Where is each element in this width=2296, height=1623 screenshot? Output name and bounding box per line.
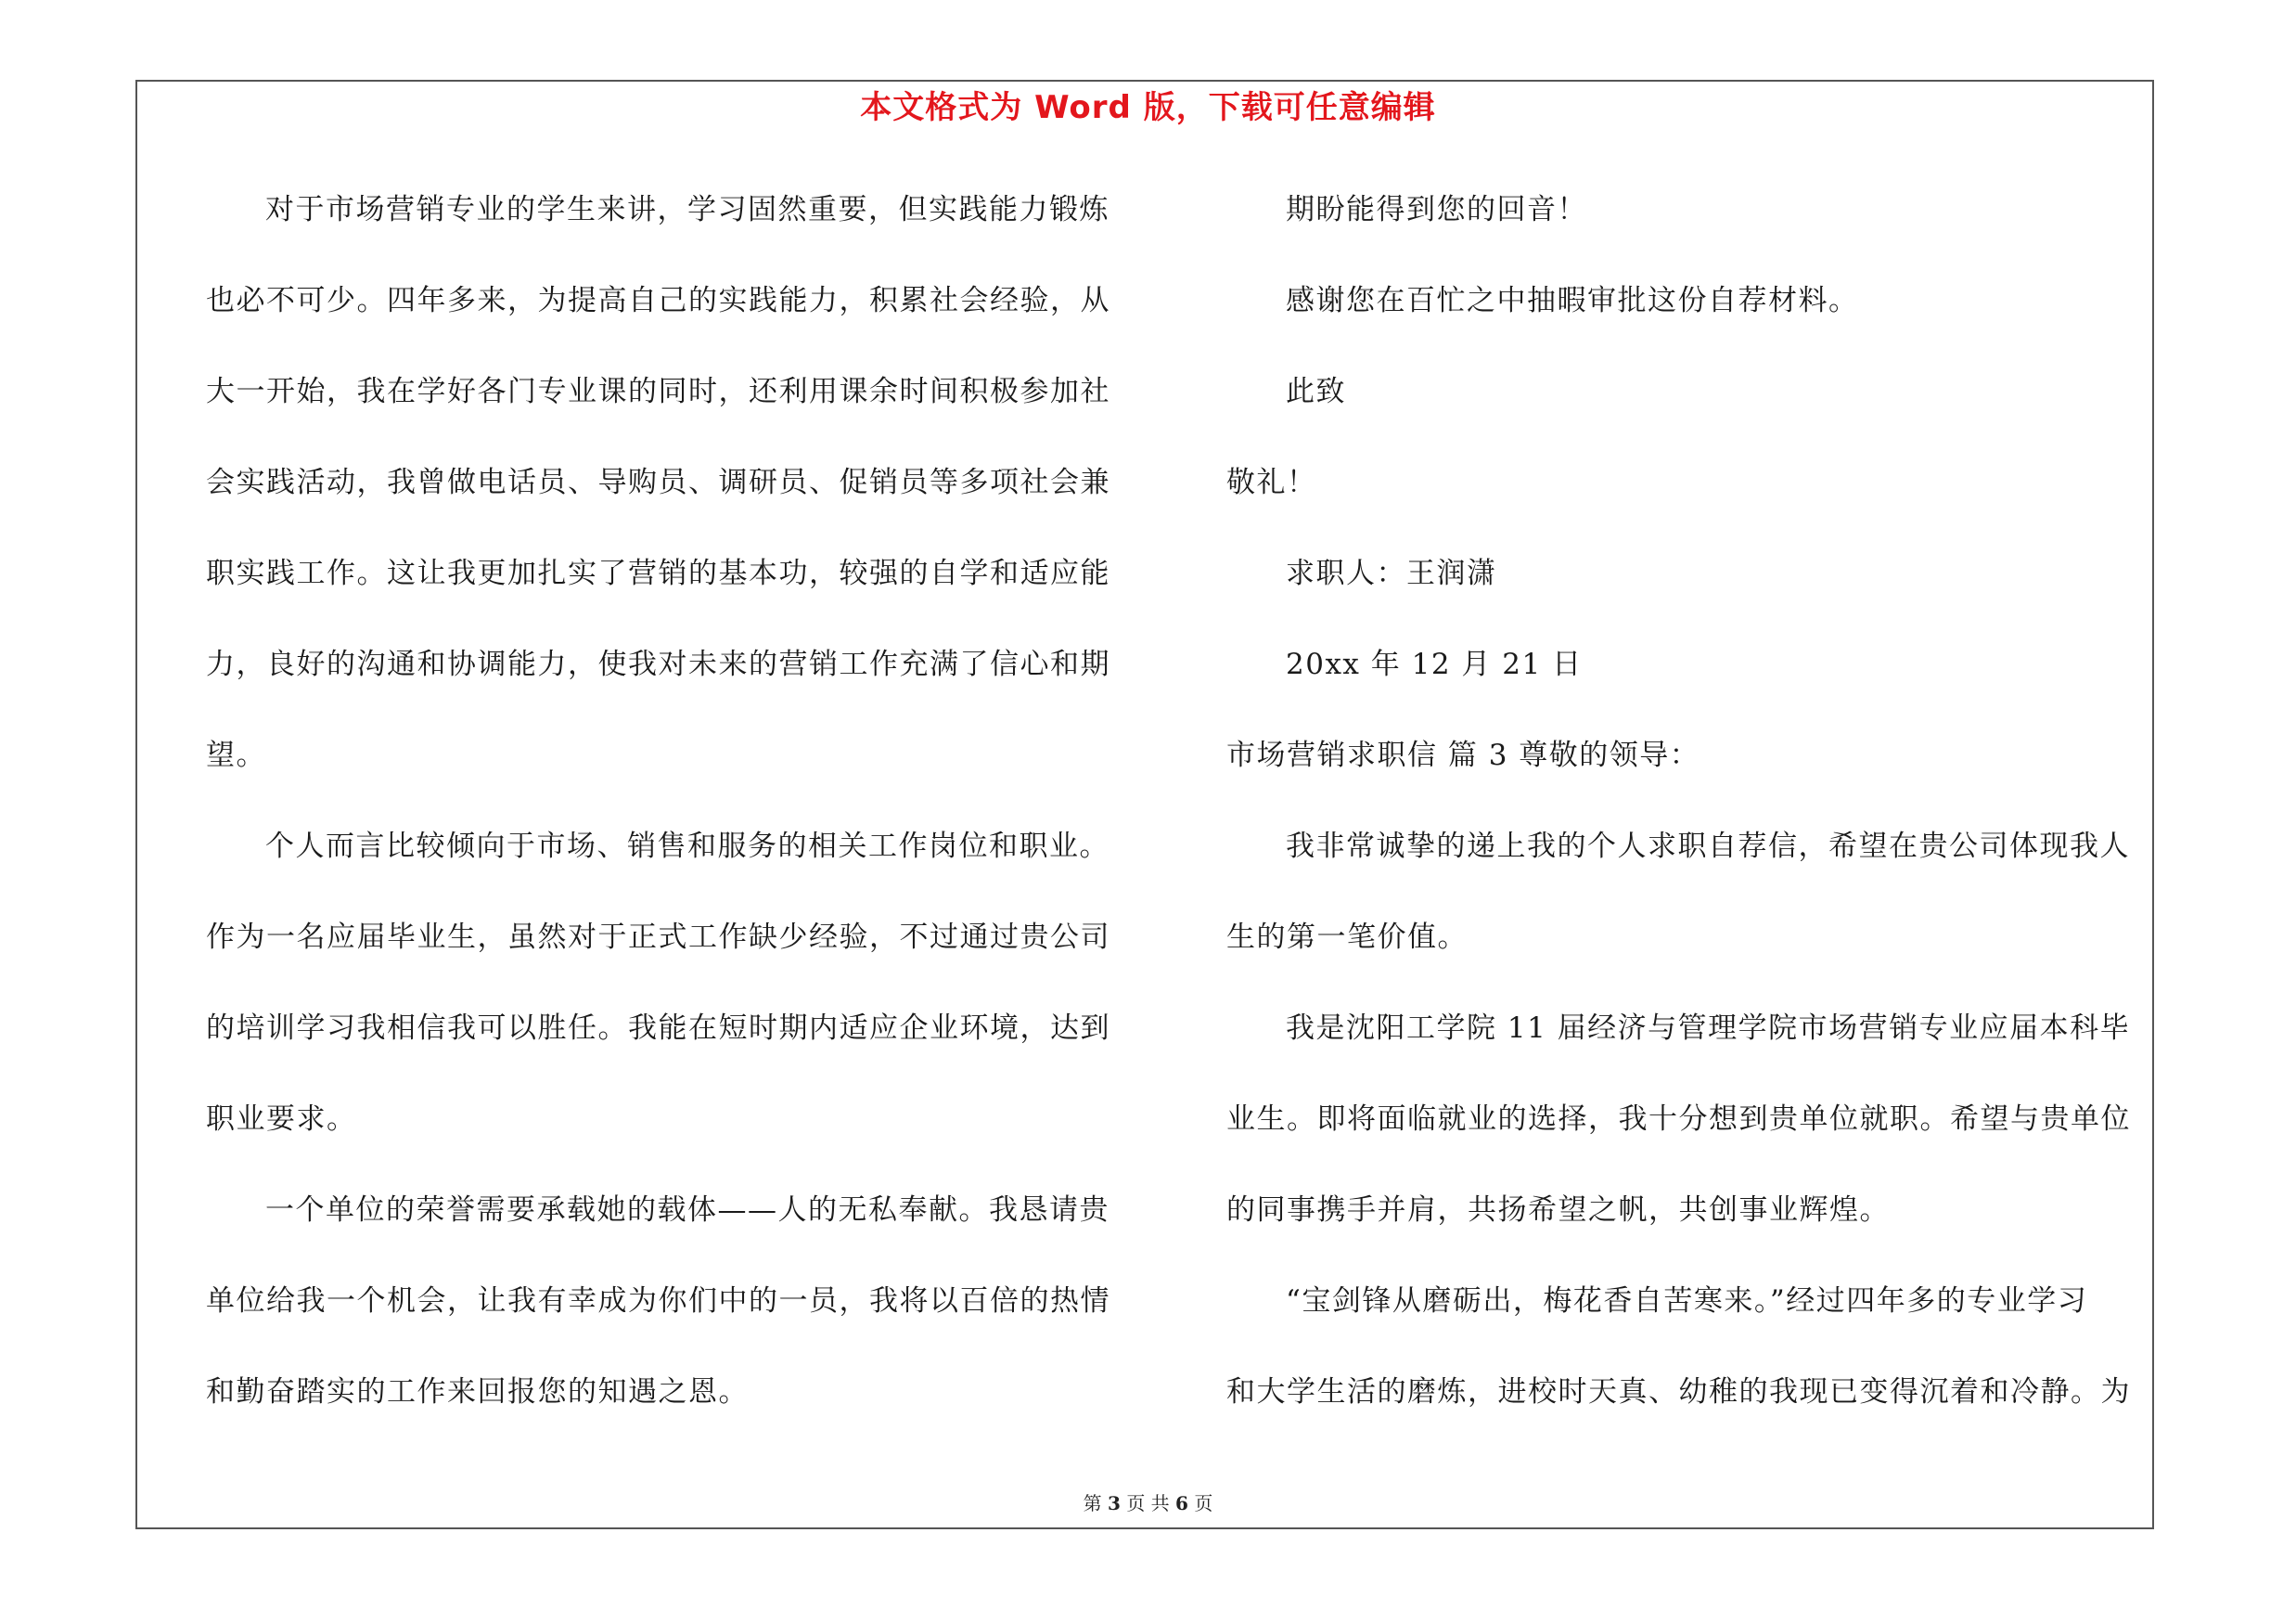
paragraph-line: 单位给我一个机会，让我有幸成为你们中的一员，我将以百倍的热情 — [206, 1284, 1110, 1318]
paragraph-line: 对于市场营销专业的学生来讲，学习固然重要，但实践能力锻炼 — [265, 193, 1110, 226]
right-text-column — [1226, 182, 2145, 1455]
paragraph-line: 我非常诚挚的递上我的个人求职自荐信，希望在贵公司体现我人 — [1286, 830, 2130, 863]
footer-middle: 页 共 — [1126, 1492, 1170, 1514]
paragraph-line: 的同事携手并肩，共扬希望之帆，共创事业辉煌。 — [1226, 1193, 1890, 1227]
current-page-number: 3 — [1108, 1492, 1121, 1514]
paragraph-line: 力，良好的沟通和协调能力，使我对未来的营销工作充满了信心和期 — [206, 648, 1110, 681]
paragraph-line: 业生。即将面临就业的选择，我十分想到贵单位就职。希望与贵单位 — [1226, 1102, 2131, 1136]
paragraph-line: 职业要求。 — [206, 1102, 357, 1136]
paragraph-line: 个人而言比较倾向于市场、销售和服务的相关工作岗位和职业。 — [265, 830, 1110, 863]
letter-date: 20xx 年 12 月 21 日 — [1286, 648, 1583, 681]
paragraph-line: 会实践活动，我曾做电话员、导购员、调研员、促销员等多项社会兼 — [206, 466, 1110, 499]
page-number-footer — [0, 1492, 2296, 1514]
paragraph-line: 职实践工作。这让我更加扎实了营销的基本功，较强的自学和适应能 — [206, 557, 1110, 590]
paragraph-line: 大一开始，我在学好各门专业课的同时，还利用课余时间积极参加社 — [206, 375, 1110, 408]
footer-prefix: 第 — [1083, 1492, 1102, 1514]
paragraph-line: 和勤奋踏实的工作来回报您的知遇之恩。 — [206, 1375, 749, 1409]
paragraph-line: 我是沈阳工学院 11 届经济与管理学院市场营销专业应届本科毕 — [1286, 1011, 2131, 1045]
paragraph-line: 和大学生活的磨炼，进校时天真、幼稚的我现已变得沉着和冷静。为 — [1226, 1375, 2131, 1409]
closing-salute: 敬礼！ — [1226, 466, 1317, 499]
paragraph-line: 望。 — [206, 739, 266, 772]
total-page-number: 6 — [1175, 1492, 1188, 1514]
section-heading: 市场营销求职信 篇 3 尊敬的领导： — [1226, 739, 1700, 772]
paragraph-line: 也必不可少。四年多来，为提高自己的实践能力，积累社会经验，从 — [206, 284, 1110, 317]
paragraph-line: 生的第一笔价值。 — [1226, 921, 1468, 954]
closing-line: 此致 — [1286, 375, 1346, 408]
left-text-column — [206, 182, 1143, 1455]
paragraph-line: “宝剑锋从磨砺出，梅花香自苦寒来。”经过四年多的专业学习 — [1286, 1284, 2088, 1318]
footer-suffix: 页 — [1194, 1492, 1213, 1514]
applicant-name: 求职人：王润潇 — [1286, 557, 1497, 590]
paragraph-line: 感谢您在百忙之中抽暇审批这份自荐材料。 — [1286, 284, 1859, 317]
word-format-banner: 本文格式为 Word 版，下载可任意编辑 — [860, 89, 1436, 126]
paragraph-line: 一个单位的荣誉需要承载她的载体——人的无私奉献。我恳请贵 — [265, 1193, 1110, 1227]
paragraph-line: 的培训学习我相信我可以胜任。我能在短时期内适应企业环境，达到 — [206, 1011, 1110, 1045]
paragraph-line: 期盼能得到您的回音！ — [1286, 193, 1587, 226]
paragraph-line: 作为一名应届毕业生，虽然对于正式工作缺少经验，不过通过贵公司 — [206, 921, 1110, 954]
